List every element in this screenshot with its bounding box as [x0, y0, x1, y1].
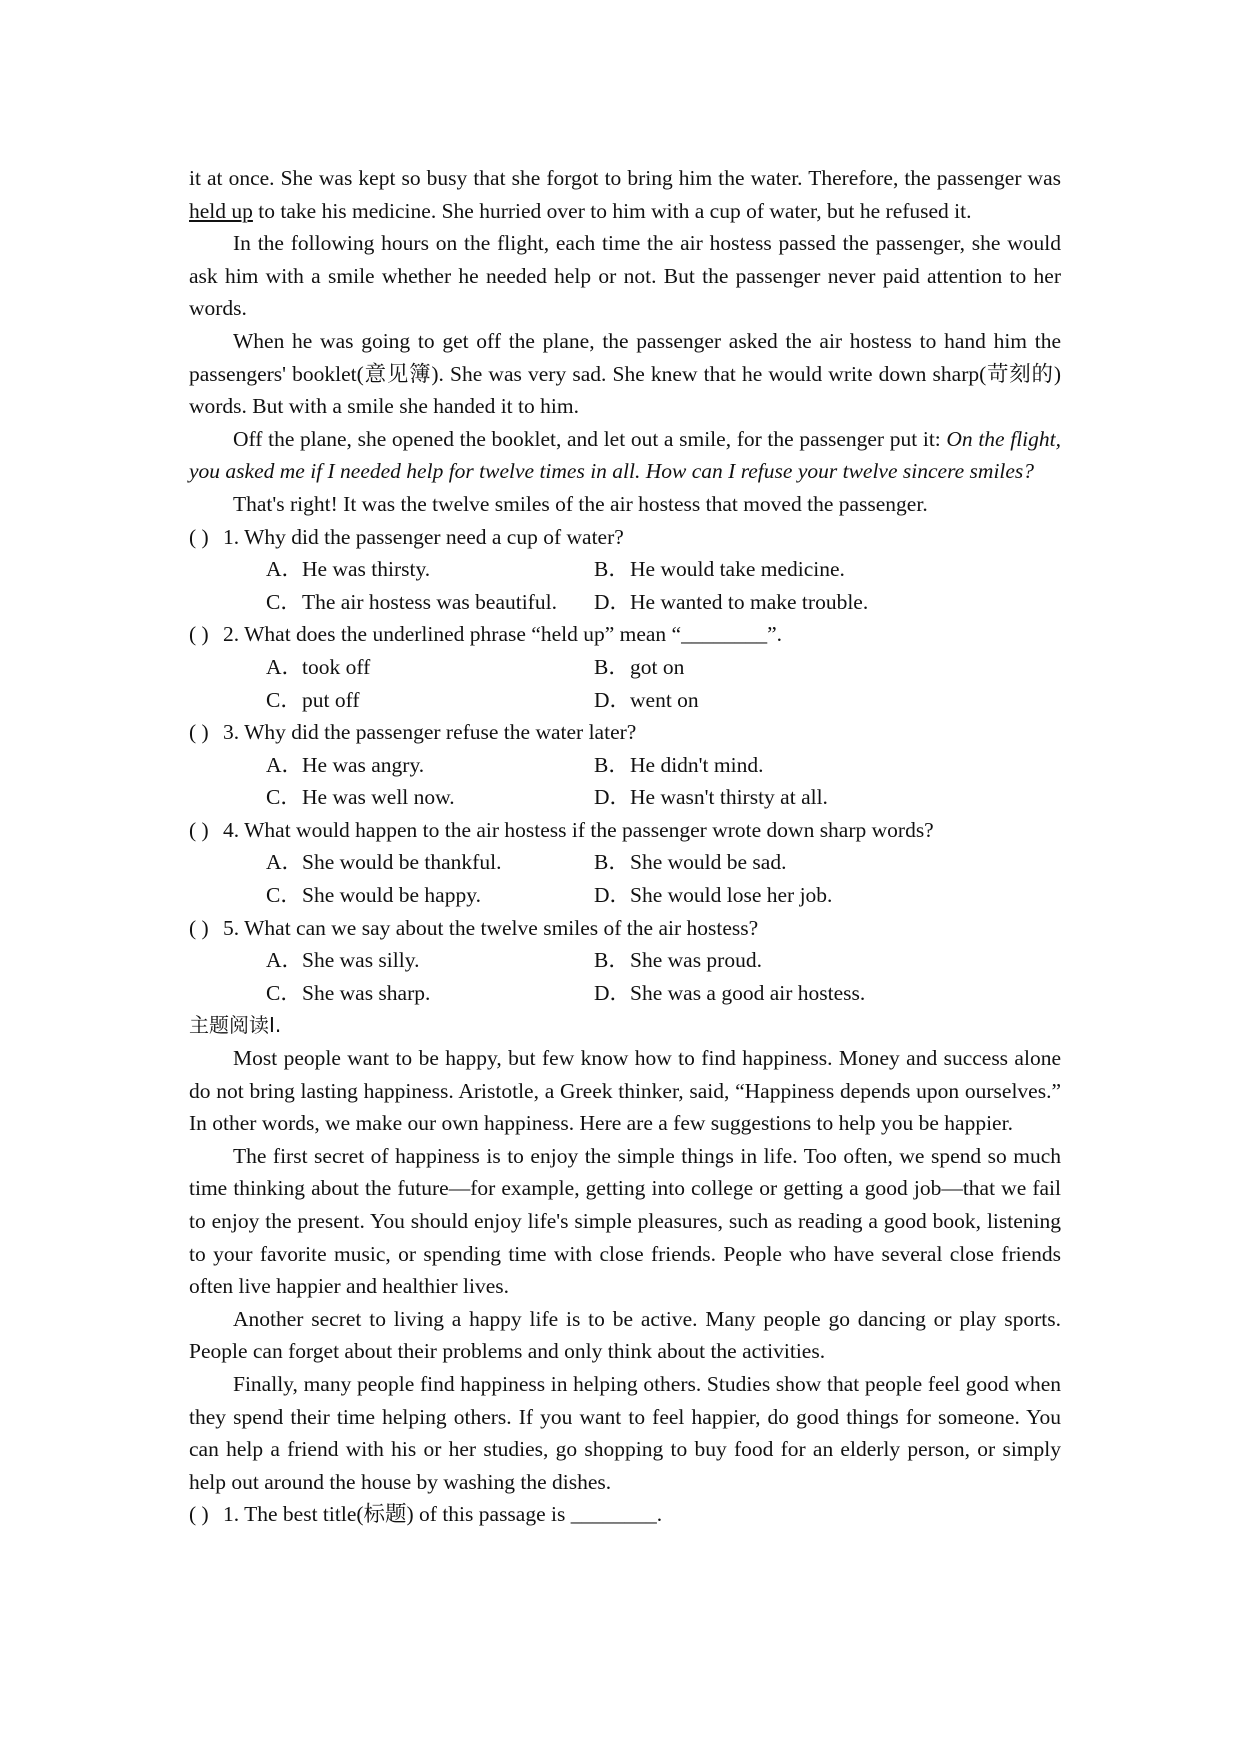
option-c[interactable] — [189, 586, 594, 619]
option-b[interactable] — [594, 749, 763, 782]
option-text: He didn't mind. — [630, 752, 764, 777]
question-block — [189, 814, 1061, 912]
option-b[interactable] — [594, 651, 684, 684]
answer-blank[interactable]: ( ) — [189, 1502, 209, 1527]
question-text: 1. The best title(标题) of this passage is ________. — [223, 1502, 663, 1527]
passage2-paragraph-3: Another secret to living a happy life is to be active. Many people go dancing or play sports. People can forget about their problems and only think about the activities. — [189, 1306, 1061, 1364]
question-text: 5. What can we say about the twelve smiles of the air hostess? — [223, 915, 759, 940]
option-text: The air hostess was beautiful. — [302, 589, 557, 614]
option-letter: C． — [266, 785, 302, 810]
option-letter: D． — [594, 980, 632, 1005]
option-a[interactable] — [189, 553, 594, 586]
option-letter: D． — [594, 589, 632, 614]
options-row — [189, 944, 1061, 977]
passage2-paragraph-1: Most people want to be happy, but few know how to find happiness. Money and success alone do not bring lasting happiness. Aristotle, a Greek thinker, said, “Happiness depends upon ourselves.” In other words, we make our own happiness. Here are a few suggestions to help you be happier. — [189, 1046, 1061, 1136]
option-text: She was proud. — [630, 948, 762, 973]
option-letter: C． — [266, 980, 302, 1005]
options-row — [189, 879, 1061, 912]
option-text: got on — [630, 654, 685, 679]
option-text: He would take medicine. — [630, 557, 845, 582]
option-text: He was thirsty. — [302, 557, 431, 582]
option-text: She would be thankful. — [302, 850, 502, 875]
question-stem — [189, 521, 1061, 554]
question-block — [189, 716, 1061, 814]
option-text: She would lose her job. — [630, 883, 833, 908]
text-run: Off the plane, she opened the booklet, and let out a smile, for the passenger put it: — [233, 426, 947, 451]
text-run: it at once. She was kept so busy that she forgot to bring him the water. Therefore, the passenger was — [189, 166, 1061, 190]
option-text: He was well now. — [302, 785, 455, 810]
option-text: She was a good air hostess. — [630, 980, 866, 1005]
answer-blank[interactable]: ( ) — [189, 720, 209, 745]
passage1-paragraph-5: That's right! It was the twelve smiles of the air hostess that moved the passenger. — [233, 491, 928, 516]
option-a[interactable] — [189, 749, 594, 782]
answer-blank[interactable]: ( ) — [189, 915, 209, 940]
options-row — [189, 781, 1061, 814]
option-a[interactable] — [189, 944, 594, 977]
options-row — [189, 651, 1061, 684]
option-d[interactable] — [594, 977, 865, 1010]
option-a[interactable] — [189, 651, 594, 684]
question-text: 3. Why did the passenger refuse the water later? — [223, 720, 637, 745]
passage2-paragraph-4: Finally, many people find happiness in helping others. Studies show that people feel good when they spend their time helping others. If you want to feel happier, do good things for someone. You can help a friend with his or her studies, go shopping to buy food for an elderly person, or simply help out around the house by washing the dishes. — [189, 1371, 1061, 1494]
option-text: went on — [630, 687, 699, 712]
question-stem — [189, 1498, 1061, 1531]
options-row — [189, 977, 1061, 1010]
question-block — [189, 618, 1061, 716]
option-d[interactable] — [594, 879, 832, 912]
option-d[interactable] — [594, 684, 699, 717]
answer-blank[interactable]: ( ) — [189, 817, 209, 842]
passage2-paragraph-2: The first secret of happiness is to enjoy the simple things in life. Too often, we spend so much time thinking about the future—for example, getting into college or getting a good job—that we fail to enjoy the present. You should enjoy life's simple pleasures, such as reading a good book, listening to your favorite music, or spending time with close friends. People who have several close friends often live happier and healthier lives. — [189, 1143, 1061, 1299]
question-block — [189, 521, 1061, 619]
question-text: 1. Why did the passenger need a cup of water? — [223, 524, 624, 549]
option-text: She would be happy. — [302, 883, 481, 908]
options-row — [189, 586, 1061, 619]
passage1-paragraph-2: In the following hours on the flight, each time the air hostess passed the passenger, she would ask him with a smile whether he needed help or not. But the passenger never paid attention to her words. — [189, 231, 1061, 321]
option-b[interactable] — [594, 553, 845, 586]
option-letter: C． — [266, 687, 302, 712]
options-row — [189, 749, 1061, 782]
option-text: She was sharp. — [302, 980, 431, 1005]
options-row — [189, 684, 1061, 717]
question-stem — [189, 814, 1061, 847]
option-text: She would be sad. — [630, 850, 787, 875]
option-letter: A． — [266, 948, 304, 973]
question-stem — [189, 716, 1061, 749]
answer-blank[interactable]: ( ) — [189, 622, 209, 647]
option-letter: B． — [594, 654, 630, 679]
passage1-paragraph-4 — [189, 423, 1061, 488]
options-row — [189, 553, 1061, 586]
option-letter: B． — [594, 752, 630, 777]
option-text: He was angry. — [302, 752, 425, 777]
option-letter: A． — [266, 850, 304, 875]
question-block — [189, 912, 1061, 1010]
question-text: 2. What does the underlined phrase “held up” mean “________”. — [223, 622, 783, 647]
option-text: He wanted to make trouble. — [630, 589, 869, 614]
answer-blank[interactable]: ( ) — [189, 524, 209, 549]
option-b[interactable] — [594, 944, 762, 977]
option-d[interactable] — [594, 781, 828, 814]
text-run: to take his medicine. She hurried over to him with a cup of water, but he refused it. — [252, 198, 972, 223]
question-stem — [189, 912, 1061, 945]
option-b[interactable] — [594, 846, 786, 879]
question-text: 4. What would happen to the air hostess if the passenger wrote down sharp words? — [223, 817, 934, 842]
question-stem — [189, 618, 1061, 651]
option-letter: B． — [594, 557, 630, 582]
passage1-paragraph-1 — [189, 162, 1061, 227]
option-text: She was silly. — [302, 948, 420, 973]
option-letter: C． — [266, 883, 302, 908]
option-c[interactable] — [189, 879, 594, 912]
passage1-paragraph-3: When he was going to get off the plane, the passenger asked the air hostess to hand him the passengers' booklet(意见簿). She was very sad. She knew that he would write down sharp(苛刻的) words. But with a smile she handed it to him. — [189, 328, 1061, 419]
underlined-phrase: held up — [189, 198, 253, 223]
option-letter: A． — [266, 557, 304, 582]
option-c[interactable] — [189, 977, 594, 1010]
option-letter: D． — [594, 883, 632, 908]
italic-quote: On the flight, you asked me if I needed help for twelve times in all. How can I refuse your twelve sincere smiles? — [189, 426, 1061, 484]
option-letter: A． — [266, 654, 304, 679]
option-letter: B． — [594, 948, 630, 973]
document-page — [189, 162, 1061, 1531]
options-row — [189, 846, 1061, 879]
option-d[interactable] — [594, 586, 868, 619]
option-letter: C． — [266, 589, 302, 614]
option-letter: D． — [594, 785, 632, 810]
option-c[interactable] — [189, 781, 594, 814]
option-text: He wasn't thirsty at all. — [630, 785, 828, 810]
section-title: 主题阅读Ⅰ. — [189, 1013, 282, 1038]
option-a[interactable] — [189, 846, 594, 879]
option-c[interactable] — [189, 684, 594, 717]
option-letter: B． — [594, 850, 630, 875]
option-letter: D． — [594, 687, 632, 712]
option-text: put off — [302, 687, 360, 712]
option-letter: A． — [266, 752, 304, 777]
option-text: took off — [302, 654, 371, 679]
